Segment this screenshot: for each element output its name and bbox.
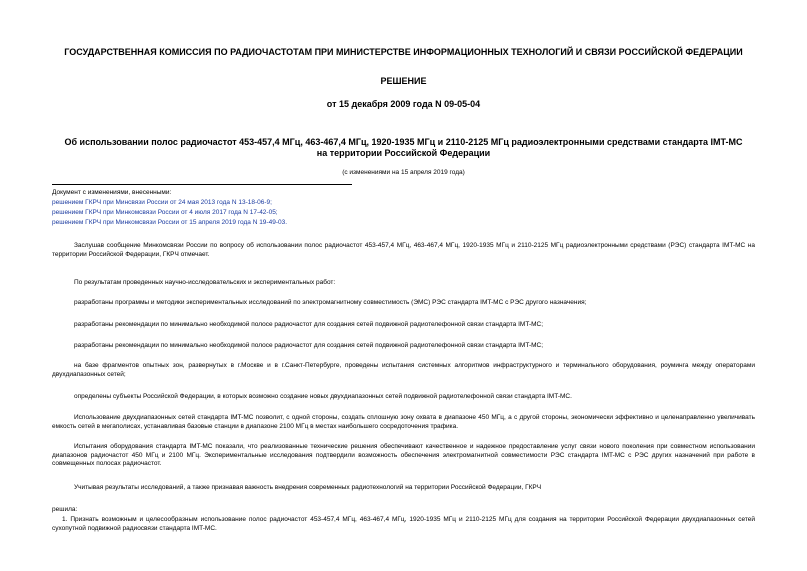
changes-lead: Документ с изменениями, внесенными:	[52, 189, 172, 196]
paragraph-item-regions: определены субъекты Российской Федерации, в которых возможно создание новых двухдиапазонных сетей подвижной радиотелефонной связи стандарта IMT-MC.	[74, 393, 572, 400]
paragraph-decided: решила:	[52, 506, 78, 513]
changes-block	[52, 184, 352, 228]
paragraph-item-recommendations-2: разработаны рекомендации по минимально необходимой полосе радиочастот для создания сетей подвижной радиотелефонной связи стандарта IMT-MC;	[74, 342, 544, 349]
paragraph-equipment-tests: Испытания оборудования стандарта IMT-MC показали, что реализованные технические решения обеспечивают качественное и надежное предоставление услуг связи нового поколения при совместном использовании диапазонов радиочастот 450 МГц и 2100 МГц. Экспериментальные исследования подтвердили возможность обеспечения электромагнитной совместимости РЭС стандарта IMT-MC с РЭС других назначений при работе в совмещенных полосах радиочастот.	[52, 443, 755, 467]
change-link-2017[interactable]: решением ГКРЧ при Минкомсвязи России от 4 июля 2017 года N 17-42-05;	[52, 209, 278, 216]
paragraph-dual-band-usage: Использование двухдиапазонных сетей стандарта IMT-MC позволит, с одной стороны, создать сплошную зону охвата в диапазоне 450 МГц, а с другой стороны, экономически эффективно и целенаправленно увеличивать емкость сетей в мегаполисах, устанавливая базовые станции в диапазоне 2100 МГц в местах наибольшего сосредоточения трафика.	[52, 414, 755, 430]
document-date-number: от 15 декабря 2009 года N 09-05-04	[326, 99, 481, 109]
paragraph-considering: Учитывая результаты исследований, а также признавая важность внедрения современных радиотехнологий на территории Российской Федерации, ГКРЧ	[74, 484, 542, 491]
change-link-2013[interactable]: решением ГКРЧ при Минсвязи России от 24 мая 2013 года N 13-18-06-9;	[52, 199, 272, 206]
document-type: РЕШЕНИЕ	[380, 76, 427, 86]
paragraph-decision-1: 1. Признать возможным и целесообразным использование полос радиочастот 453-457,4 МГц, 463-467,4 МГц, 1920-1935 МГц и 2110-2125 МГц для создания на территории Российской Федерации двухдиапазонных сетей сухопутной подвижной радиосвязи стандарта IMT-MC.	[52, 516, 755, 532]
paragraph-intro: Заслушав сообщение Минкомсвязи России по вопросу об использовании полос радиочастот 453-457,4 МГц, 463-467,4 МГц, 1920-1935 МГц и 2110-2125 МГц радиоэлектронными средствами (РЭС) стандарта IMT-MC на территории Российской Федерации, ГКРЧ отмечает.	[52, 242, 755, 258]
change-link-2019[interactable]: решением ГКРЧ при Минкомсвязи России от 15 апреля 2019 года N 19-49-03.	[52, 219, 288, 226]
edition-note: (с изменениями на 15 апреля 2019 года)	[342, 169, 465, 176]
paragraph-item-programs: разработаны программы и методики экспериментальных исследований по электромагнитному совместимость (ЭМС) РЭС стандарта IMT-MC с РЭС другого назначения;	[74, 299, 587, 306]
paragraph-item-recommendations-1: разработаны рекомендации по минимально необходимой полосе радиочастот для создания сетей подвижной радиотелефонной связи стандарта IMT-MC;	[74, 321, 544, 328]
paragraph-results-lead: По результатам проведенных научно-исследовательских и экспериментальных работ:	[74, 279, 336, 286]
paragraph-item-tests: на базе фрагментов опытных зон, развернутых в г.Москве и в г.Санкт-Петербурге, проведены испытания системных алгоритмов инфраструктурного и терминального оборудования, роуминга между операторами двухдиапазонных сетей;	[52, 362, 755, 378]
document-title: Об использовании полос радиочастот 453-457,4 МГц, 463-467,4 МГц, 1920-1935 МГц и 2110-2125 МГц радиоэлектронными средствами стандарта IMT-MC на территории Российской Федерации	[64, 137, 743, 158]
issuing-organization: ГОСУДАРСТВЕННАЯ КОМИССИЯ ПО РАДИОЧАСТОТАМ ПРИ МИНИСТЕРСТВЕ ИНФОРМАЦИОННЫХ ТЕХНОЛОГИЙ И СВЯЗИ РОССИЙСКОЙ ФЕДЕРАЦИИ	[64, 47, 743, 57]
